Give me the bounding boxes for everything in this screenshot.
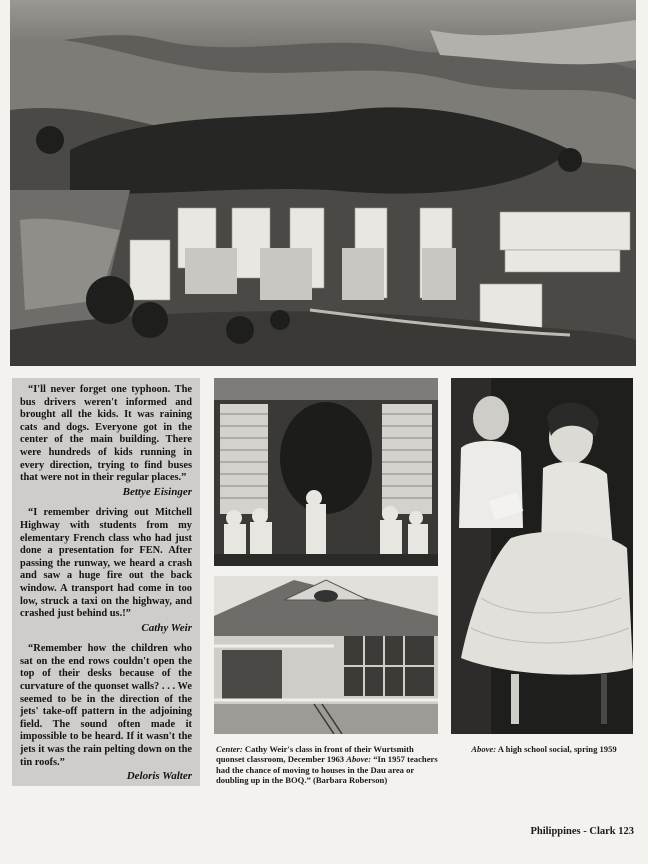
quote-text: “I'll never forget one typhoon. The bus drivers weren't informed and brought all the kids. It was raining cats and dogs. Everyone got in the center of the main building. There were hundreds of kids running in every direction, trying to find buses that were not in their regular places.” — [20, 384, 192, 484]
quote-author: Bettye Eisinger — [122, 485, 192, 498]
page-folio: Philippines - Clark 123 — [530, 826, 634, 837]
caption-above — [454, 744, 634, 754]
quotes-column — [12, 378, 200, 786]
caption-lead: Above: — [471, 744, 497, 754]
quote-author: Cathy Weir — [141, 621, 192, 634]
aerial-photo-school-campus — [10, 0, 636, 366]
house-photo — [214, 576, 438, 734]
caption-lead: Above: — [346, 754, 372, 765]
classroom-photo — [214, 378, 438, 566]
quote-text: “I remember driving out Mitchell Highway with students from my elementary French class who had just done a presentation for FEN. After passing the runway, we heard a crash and saw a huge fire out the back window. A transport had come in too low, struck a taxi on the highway, and crashed just behind us.!” — [20, 507, 192, 620]
quote-author: Deloris Walter — [126, 770, 192, 783]
quote-text: “Remember how the children who sat on the end rows couldn't open the top of their desks because of the curvature of the quonset walls? . . . We seemed to be in the direction of the jets' take-off pattern in the adjoining field. The sound often made it impossible to be heard. If it wasn't the jets it was the rain pelting down on the tin roofs.” — [20, 643, 192, 768]
caption-text: A high school social, spring 1959 — [496, 744, 617, 754]
caption-lead: Center: — [216, 744, 243, 754]
caption-text: “In 1957 teachers had the chance of moving to houses in the Dau area or doubling up in the BOQ.” (Barbara Roberson) — [216, 754, 438, 786]
caption-center — [216, 744, 442, 786]
high-school-social-photo — [451, 378, 633, 734]
caption-text: Cathy Weir's class in front of their Wurtsmith quonset classroom, December 1963 — [216, 744, 414, 765]
